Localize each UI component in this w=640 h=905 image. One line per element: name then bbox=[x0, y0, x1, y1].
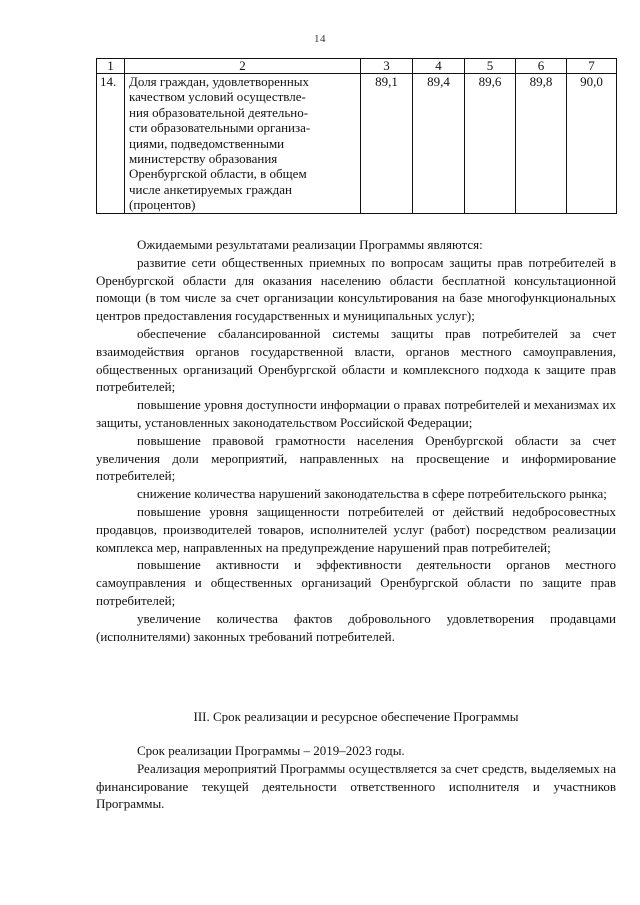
indicator-name bbox=[125, 74, 361, 214]
result-item: повышение уровня доступности информации о правах потребителей и механизмах их защиты, установленных законодательством Российской Федерации; bbox=[96, 397, 616, 430]
column-number-1: 1 bbox=[97, 59, 125, 74]
column-number-5: 5 bbox=[465, 59, 516, 74]
indicator-name-line: министерству образования bbox=[129, 151, 278, 167]
table-header-row bbox=[97, 59, 617, 74]
result-item: увеличение количества фактов добровольного удовлетворения продавцами (исполнителями) законных требований потребителей. bbox=[96, 610, 616, 644]
result-item: снижение количества нарушений законодательства в сфере потребительского рынка; bbox=[137, 486, 607, 502]
section-paragraph: Срок реализации Программы – 2019–2023 годы. bbox=[137, 743, 405, 758]
indicator-name-line: Доля граждан, удовлетворенных bbox=[129, 74, 310, 89]
section-heading: III. Срок реализации и ресурсное обеспечение Программы bbox=[193, 709, 519, 724]
column-number-3: 3 bbox=[361, 59, 413, 74]
result-item: повышение уровня защищенности потребителей от действий недобросовестных продавцов, производителей товаров, исполнителей услуг (работ) посредством реализации комплекса мер, направленных на предупреждение нарушений прав потребителей; bbox=[96, 503, 616, 555]
column-number-2: 2 bbox=[125, 59, 361, 74]
result-item: повышение активности и эффективности деятельности органов местного самоуправления и общественных организаций Оренбургской области по защите прав потребителей; bbox=[96, 557, 616, 608]
result-item: повышение правовой грамотности населения Оренбургской области за счет увеличения доли мероприятий, направленных на просвещение и информирование потребителей; bbox=[96, 432, 616, 484]
results-intro: Ожидаемыми результатами реализации Программы являются: bbox=[137, 237, 483, 252]
indicators-table bbox=[96, 58, 617, 214]
row-number: 14. bbox=[97, 74, 125, 214]
indicator-name-line: ния образовательной деятельно- bbox=[129, 104, 309, 120]
indicator-name-line: качеством условий осуществле- bbox=[129, 89, 306, 105]
indicator-name-line: сти образовательными организа- bbox=[129, 120, 311, 136]
value-cell-2021: 89,6 bbox=[465, 74, 516, 214]
value-cell-2022: 89,8 bbox=[516, 74, 567, 214]
column-number-4: 4 bbox=[413, 59, 465, 74]
value-cell-2023: 90,0 bbox=[567, 74, 617, 214]
indicator-name-line: циями, подведомственными bbox=[129, 135, 285, 151]
section-body bbox=[96, 742, 616, 813]
result-item: развитие сети общественных приемных по вопросам защиты прав потребителей в Оренбургской области для оказания населению области бесплатной консультационной помощи (в том числе за счет организации консультирования на базе многофункциональных центров предоставления государственных и муниципальных услуг); bbox=[96, 254, 616, 324]
column-number-7: 7 bbox=[567, 59, 617, 74]
section-paragraph: Реализация мероприятий Программы осуществляется за счет средств, выделяемых на финансирование текущей деятельности ответственного исполнителя и участников Программы. bbox=[96, 760, 616, 812]
page-number: 14 bbox=[314, 33, 326, 45]
column-number-6: 6 bbox=[516, 59, 567, 74]
table-row bbox=[97, 74, 617, 214]
value-cell-2020: 89,4 bbox=[413, 74, 465, 214]
value-cell-2019: 89,1 bbox=[361, 74, 413, 214]
result-item: обеспечение сбалансированной системы защиты прав потребителей за счет взаимодействия органов государственной власти, органов местного самоуправления, общественных организаций Оренбургской области и комплексного подхода к защите прав потребителей; bbox=[96, 325, 616, 395]
indicator-name-line: (процентов) bbox=[129, 197, 196, 213]
indicator-name-line: числе анкетируемых граждан bbox=[129, 181, 292, 197]
indicator-name-line: Оренбургской области, в общем bbox=[129, 166, 307, 182]
expected-results bbox=[96, 236, 616, 645]
